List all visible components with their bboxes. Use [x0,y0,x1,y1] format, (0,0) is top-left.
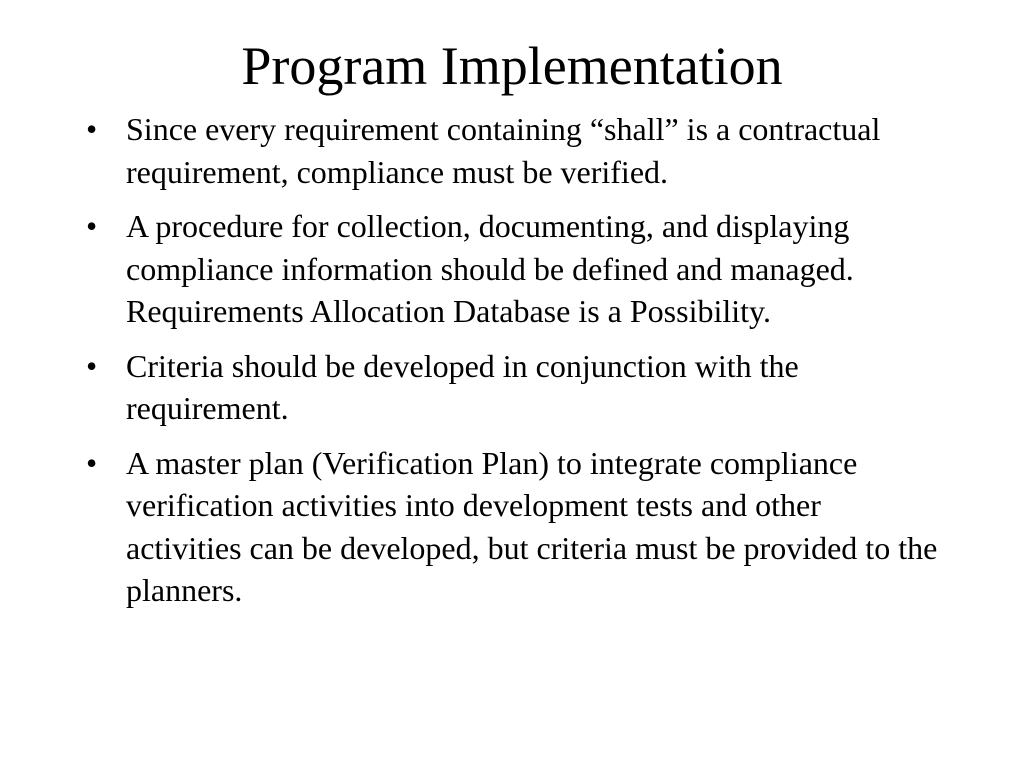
bullet-dot-icon: • [86,444,98,481]
bullet-dot-icon: • [86,347,98,384]
bullet-text: A master plan (Verification Plan) to integrate compliance verification activities into development tests and other activities can be developed, but criteria must be provided to the planners. [126,444,938,608]
bullet-item [82,345,942,430]
bullet-dot-icon: • [86,111,98,147]
slide-title: Program Implementation [241,36,783,96]
bullet-item [82,108,942,193]
bullet-text: Since every requirement containing “shall” is a contractual requirement, compliance must be verified. [126,111,881,190]
bullet-list [82,108,942,624]
bullet-item [82,442,942,612]
bullet-text: Criteria should be developed in conjunction with the requirement. [126,347,799,426]
bullet-dot-icon: • [86,208,98,244]
bullet-text: A procedure for collection, documenting, and displaying compliance information should be defined and managed. Requirements Allocation Database is a Possibility. [126,208,854,329]
bullet-item [82,205,942,333]
